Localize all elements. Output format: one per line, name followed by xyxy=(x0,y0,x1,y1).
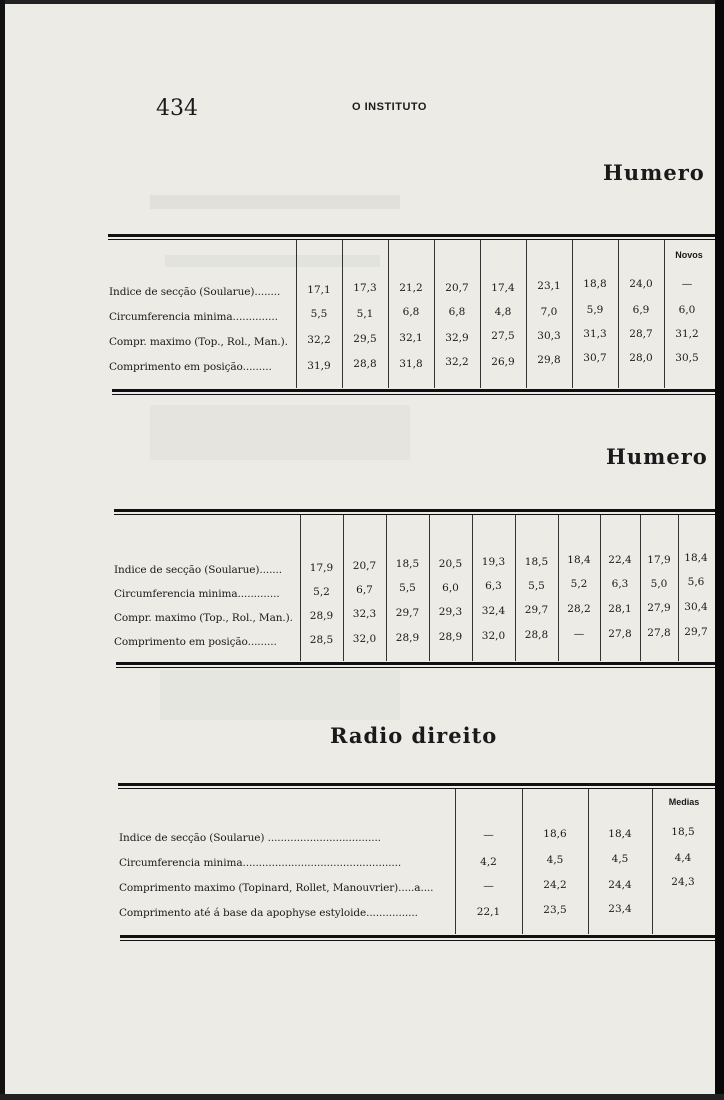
table-1-cell: 31,9 xyxy=(307,360,331,372)
table-2-cell: 5,2 xyxy=(313,586,330,598)
table-1-cell: 30,7 xyxy=(583,352,607,364)
bleed-through-shadow xyxy=(160,670,400,720)
table-1-cell: 31,3 xyxy=(583,328,607,340)
table-2-bottom-rule-thin xyxy=(116,667,715,668)
table-1-top-rule xyxy=(108,234,715,237)
table-2-cell: 32,4 xyxy=(481,605,506,617)
table-1-cell: 26,9 xyxy=(491,356,515,368)
table-2-column-divider xyxy=(678,515,679,661)
table-3-bottom-rule-thin xyxy=(120,940,715,941)
table-1-cell: 6,0 xyxy=(678,304,696,316)
table-3-cell: 18,5 xyxy=(671,826,695,838)
table-1-cell: — xyxy=(681,278,693,290)
table-1-cell: 18,8 xyxy=(583,278,607,290)
table-3-cell: 4,4 xyxy=(674,852,692,864)
table-2-cell: 17,9 xyxy=(309,562,334,574)
table-2-cell: 18,4 xyxy=(684,552,708,564)
table-3-bottom-rule xyxy=(120,935,715,938)
table-2-cell: 5,5 xyxy=(399,582,416,594)
table-1-cell: 29,5 xyxy=(353,333,377,345)
table-2-cell: 17,9 xyxy=(647,554,671,566)
table-1-cell: 32,2 xyxy=(307,334,331,346)
table-1-cell: 32,2 xyxy=(445,356,469,368)
table-2-top-rule-thin xyxy=(114,514,715,515)
bleed-through-shadow xyxy=(165,255,380,267)
table-1-cell: 31,2 xyxy=(675,328,699,340)
table-1-cell: 32,9 xyxy=(445,332,469,344)
table-2-cell: 27,8 xyxy=(608,628,632,640)
table-2-cell: 27,9 xyxy=(647,602,671,614)
table-3-top-rule xyxy=(118,783,715,786)
bleed-through-shadow xyxy=(150,405,410,460)
table-2-cell: — xyxy=(573,628,585,640)
table-1-cell: 17,1 xyxy=(307,284,331,296)
table-1-row-label: Indice de secção (Soularue)........ xyxy=(109,286,281,298)
table-2-cell: 5,0 xyxy=(650,578,668,590)
table-2-cell: 18,4 xyxy=(567,554,591,566)
table-1-cell: 4,8 xyxy=(494,306,512,318)
table-1-bottom-rule xyxy=(112,389,715,392)
table-1-cell: 5,9 xyxy=(586,304,604,316)
table-2-cell: 28,5 xyxy=(309,634,334,646)
table-1-cell: 17,4 xyxy=(491,282,515,294)
table-1-cell: 23,1 xyxy=(537,280,561,292)
table-3-top-rule-thin xyxy=(118,788,715,789)
table-2-row-label: Compr. maximo (Top., Rol., Man.). xyxy=(114,612,293,624)
table-1-cell: 5,1 xyxy=(356,308,374,320)
table-1-cell: 6,8 xyxy=(448,306,466,318)
table-2-cell: 28,9 xyxy=(309,610,334,622)
scan-border-right xyxy=(715,0,724,1100)
page-number: 434 xyxy=(156,96,198,121)
table-1-cell: 28,8 xyxy=(353,358,377,370)
table-3-cell: 4,2 xyxy=(480,856,497,868)
table-3-cell: 4,5 xyxy=(611,853,629,865)
table-3-row-label: Comprimento maximo (Topinard, Rollet, Manouvrier).....a.... xyxy=(119,882,434,894)
table-1-row-label: Comprimento em posição......... xyxy=(109,361,272,373)
scan-border-left xyxy=(0,0,5,1100)
table-1-column-header-novos: Novos xyxy=(675,250,703,260)
table-1-bottom-rule-thin xyxy=(112,394,715,395)
table-1-cell: 6,9 xyxy=(632,304,650,316)
table-2-cell: 20,7 xyxy=(352,560,377,572)
table-1-cell: 29,8 xyxy=(537,354,561,366)
table-2-cell: 6,3 xyxy=(611,578,629,590)
bleed-through-shadow xyxy=(150,195,400,209)
table-1-cell: 30,3 xyxy=(537,330,561,342)
table-2-cell: 20,5 xyxy=(438,558,463,570)
table-2-cell: 5,2 xyxy=(570,578,588,590)
table-2-cell: 6,7 xyxy=(356,584,373,596)
table-1-cell: 21,2 xyxy=(399,282,423,294)
table-2-cell: 29,3 xyxy=(438,606,463,618)
table-2-cell: 6,0 xyxy=(442,582,459,594)
table-3-row-label: Comprimento até á base da apophyse estyloide................ xyxy=(119,907,418,919)
table-1-cell: 5,5 xyxy=(310,308,328,320)
table-3-cell: 23,4 xyxy=(608,903,632,915)
table-3-cell: 22,1 xyxy=(476,906,501,918)
table-2-cell: 32,0 xyxy=(352,633,377,645)
table-3-cell: — xyxy=(483,880,494,892)
table-2-cell: 6,3 xyxy=(485,580,502,592)
table-1-top-rule-thin xyxy=(108,239,715,240)
table-1-cell: 31,8 xyxy=(399,358,423,370)
table-2-row-label: Comprimento em posição......... xyxy=(114,636,277,648)
table-3-cell: — xyxy=(483,829,494,841)
table-1-row-label: Circumferencia minima.............. xyxy=(109,311,278,323)
table-3-column-header-medias: Medias xyxy=(668,797,700,807)
table-2-cell: 5,6 xyxy=(687,576,705,588)
table-2-title: Humero xyxy=(606,444,708,469)
table-1-cell: 6,8 xyxy=(402,306,420,318)
table-3-cell: 4,5 xyxy=(546,854,564,866)
table-1-cell: 27,5 xyxy=(491,330,515,342)
table-1-cell: 30,5 xyxy=(675,352,699,364)
table-2-cell: 28,8 xyxy=(524,629,549,641)
table-2-cell: 29,7 xyxy=(395,607,420,619)
table-3-cell: 24,3 xyxy=(671,876,695,888)
table-2-cell: 28,1 xyxy=(608,603,632,615)
table-3-cell: 24,2 xyxy=(543,879,567,891)
table-2-cell: 28,9 xyxy=(395,632,420,644)
running-title: O INSTITUTO xyxy=(352,101,427,113)
table-2-cell: 27,8 xyxy=(647,627,671,639)
scan-border-top xyxy=(0,0,724,4)
table-2-top-rule xyxy=(114,509,715,512)
table-3-cell: 24,4 xyxy=(608,879,632,891)
table-3-cell: 18,6 xyxy=(543,828,567,840)
table-1-cell: 28,7 xyxy=(629,328,653,340)
table-2-cell: 18,5 xyxy=(395,558,420,570)
table-2-row-label: Circumferencia minima............. xyxy=(114,588,280,600)
table-1-cell: 32,1 xyxy=(399,332,423,344)
table-3-title: Radio direito xyxy=(330,723,498,748)
table-2-cell: 19,3 xyxy=(481,556,506,568)
table-3-cell: 23,5 xyxy=(543,904,567,916)
table-3-row-label: Circumferencia minima................................................. xyxy=(119,857,402,869)
table-2-bottom-rule xyxy=(116,662,715,665)
table-2-cell: 28,9 xyxy=(438,631,463,643)
table-3-row-label: Indice de secção (Soularue) ................................... xyxy=(119,832,381,844)
table-1-title: Humero xyxy=(603,160,705,185)
table-2-cell: 32,3 xyxy=(352,608,377,620)
table-2-row-label: Indice de secção (Soularue)....... xyxy=(114,564,283,576)
table-1-cell: 24,0 xyxy=(629,278,653,290)
table-3-cell: 18,4 xyxy=(608,828,632,840)
table-2-cell: 28,2 xyxy=(567,603,591,615)
table-2-cell: 22,4 xyxy=(608,554,632,566)
table-1-cell: 28,0 xyxy=(629,352,653,364)
table-2-cell: 29,7 xyxy=(684,626,708,638)
scan-border-bottom xyxy=(0,1094,724,1100)
table-1-cell: 17,3 xyxy=(353,282,377,294)
table-2-cell: 32,0 xyxy=(481,630,506,642)
table-2-cell: 18,5 xyxy=(524,556,549,568)
table-1-row-label: Compr. maximo (Top., Rol., Man.). xyxy=(109,336,288,348)
table-1-cell: 20,7 xyxy=(445,282,469,294)
table-2-cell: 5,5 xyxy=(528,580,545,592)
table-2-cell: 29,7 xyxy=(524,604,549,616)
table-1-cell: 7,0 xyxy=(540,306,558,318)
table-2-cell: 30,4 xyxy=(684,601,708,613)
